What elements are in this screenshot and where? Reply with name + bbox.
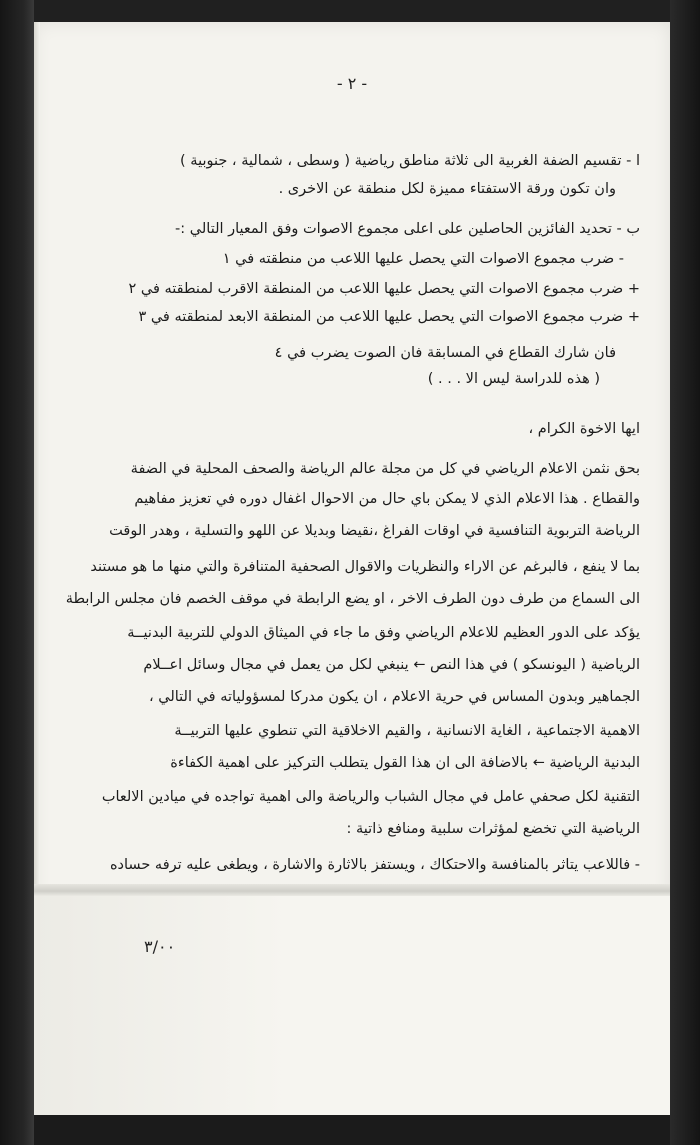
text-line: التقنية لكل صحفي عامل في مجال الشباب والرياضة والى اهمية تواجده في ميادين الالعاب — [101, 790, 640, 805]
text-line: والقطاع . هذا الاعلام الذي لا يمكن باي حال من الاحوال اغفال دوره في تعزيز مفاهيم — [134, 492, 640, 507]
text-line: + ضرب مجموع الاصوات التي يحصل عليها اللاعب من المنطقة الاقرب لمنطقته في ٢ — [128, 282, 640, 297]
text-line: - فاللاعب يتأثر بالمنافسة والاحتكاك ، ويستفز بالاثارة والاشارة ، ويطغى عليه ترفه حساده — [109, 858, 640, 873]
scanner-frame-top — [0, 0, 700, 22]
scanner-frame-left — [0, 0, 34, 1145]
document-page — [34, 22, 670, 1115]
text-line: ( هذه للدراسة ليس الا . . . ) — [427, 372, 600, 387]
text-line: ب - تحديد الفائزين الحاصلين على اعلى مجموع الاصوات وفق المعيار التالي :- — [175, 222, 640, 237]
text-line: يؤكد على الدور العظيم للاعلام الرياضي وفق ما جاء في الميثاق الدولي للتربية البدنيــة — [127, 626, 640, 641]
page-number: - ٢ - — [336, 74, 368, 93]
text-line: بحق نثمن الاعلام الرياضي في كل من مجلة عالم الرياضة والصحف المحلية في الضفة — [130, 462, 640, 477]
text-line: ايها الاخوة الكرام ، — [528, 422, 640, 437]
text-line: + ضرب مجموع الاصوات التي يحصل عليها اللاعب من المنطقة الابعد لمنطقته في ٣ — [138, 310, 640, 325]
paper-fold — [34, 884, 670, 896]
text-line: - ضرب مجموع الاصوات التي يحصل عليها اللاعب من منطقته في ١ — [222, 252, 624, 267]
text-line: البدنية الرياضية ← بالاضافة الى ان هذا القول يتطلب التركيز على اهمية الكفاءة — [170, 756, 640, 771]
text-line: فان شارك القطاع في المسابقة فان الصوت يضرب في ٤ — [274, 346, 616, 361]
text-line: الاهمية الاجتماعية ، الغاية الانسانية ، والقيم الاخلاقية التي تنطوي عليها التربيــة — [174, 724, 640, 739]
page-bottom-margin — [34, 896, 670, 1115]
text-line: الى السماع من طرف دون الطرف الاخر ، او يضع الرابطة في موقف الخصم فان مجلس الرابطة — [65, 592, 640, 607]
text-line: الجماهير وبدون المساس في حرية الاعلام ، ان يكون مدركا لمسؤولياته في التالي ، — [148, 690, 640, 705]
text-line: أ - تقسيم الضفة الغربية الى ثلاثة مناطق رياضية ( وسطى ، شمالية ، جنوبية ) — [180, 154, 640, 169]
text-line: الرياضية ( اليونسكو ) في هذا النص ← ينبغي لكل من يعمل في مجال وسائل اعــلام — [143, 658, 640, 673]
text-line: بما لا ينفع ، فالبرغم عن الآراء والنظريات والاقوال الصحفية المتنافرة والتي منها ما هو مستند — [90, 560, 640, 575]
text-line: الرياضية التي تخضع لمؤثرات سلبية ومنافع ذاتية : — [346, 822, 640, 837]
text-line: وان تكون ورقة الاستفتاء مميزة لكل منطقة عن الاخرى . — [278, 182, 616, 197]
text-line: الرياضة التربوية التنافسية في اوقات الفراغ ،نقيضا وبديلا عن اللهو والتسلية ، وهدر الوقت — [109, 524, 640, 539]
scanner-frame-right — [670, 0, 700, 1145]
continuation-page-marker: ٣/٠٠ — [144, 937, 176, 956]
